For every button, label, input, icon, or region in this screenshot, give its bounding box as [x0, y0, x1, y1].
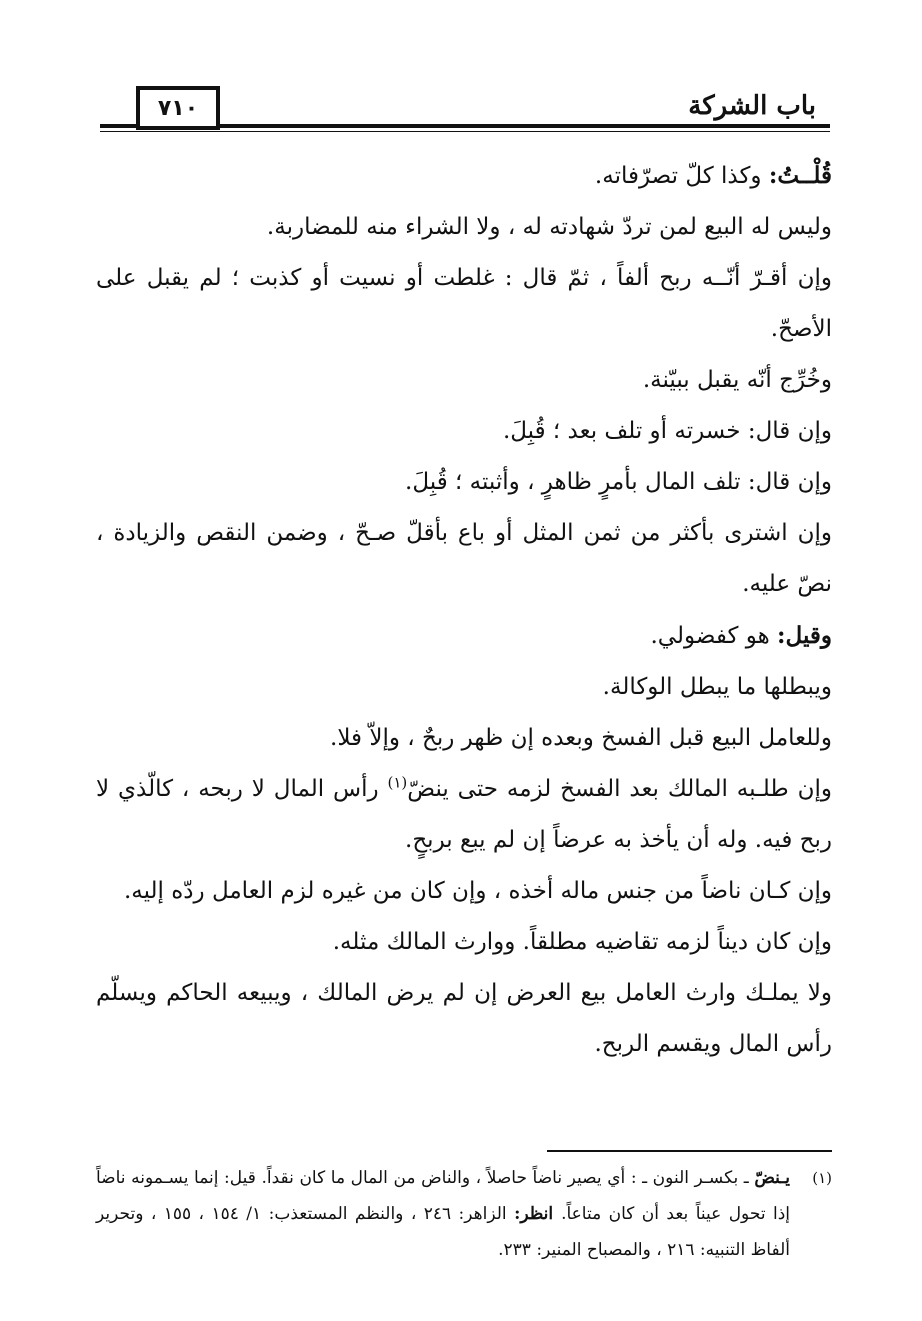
main-text: [96, 150, 832, 1070]
footnote-references: الزاهر: ٢٤٦ ، والنظم المستعذب: ١/ ١٥٤ ، ١٥٥ ، وتحرير ألفاظ التنبيه: ٢١٦ ، والمصباح المنير: ٢٣٣.: [96, 1204, 790, 1260]
paragraph-lead: وقيل:: [777, 622, 832, 649]
footnote-reference[interactable]: (١): [387, 773, 408, 792]
page-header: [100, 86, 830, 136]
footnote-separator: [547, 1150, 832, 1152]
paragraph-lead: قُلْــتُ:: [768, 162, 832, 189]
footnote-reference-lead: انظر:: [514, 1204, 562, 1224]
footnote-marker: (١): [812, 1169, 832, 1187]
chapter-title: باب الشركة: [680, 90, 824, 122]
footnote-lead: يـنضّ: [754, 1168, 790, 1188]
footnote: [96, 1160, 832, 1268]
page-number: ٧١٠: [136, 86, 220, 130]
paragraph: [96, 764, 832, 866]
paragraph: وإن اشترى بأكثر من ثمن المثل أو باع بأقلّ صـحّ ، وضمن النقص والزيادة ، نصّ عليه.: [96, 520, 832, 597]
paragraph: وخُرِّج أنّه يقبل ببيّنة.: [642, 367, 832, 393]
paragraph: وإن كان ديناً لزمه تقاضيه مطلقاً. ووارث المالك مثله.: [332, 929, 832, 955]
paragraph: [96, 150, 832, 202]
paragraph: وإن قال: خسرته أو تلف بعد ؛ قُبِلَ.: [502, 418, 832, 444]
paragraph-text: وإن طلـبه المالك بعد الفسخ لزمه حتى ينضّ: [407, 776, 832, 802]
paragraph-text: رأس المال لا ربحه ، كالّذي لا ربح فيه. وله أن يأخذ به عرضاً إن لم يبع بربحٍ.: [96, 776, 832, 853]
paragraph: ولا يملـك وارث العامل بيع العرض إن لم يرض المالك ، ويبيعه الحاكم ويسلّم رأس المال ويقسم الربح.: [96, 980, 832, 1057]
paragraph: وإن كـان ناضاً من جنس ماله أخذه ، وإن كان من غيره لزم العامل ردّه إليه.: [123, 878, 832, 904]
paragraph: وإن أقـرّ أنّــه ربح ألفاً ، ثمّ قال : غلطت أو نسيت أو كذبت ؛ لم يقبل على الأصحّ.: [96, 265, 832, 342]
footnotes: [96, 1160, 832, 1268]
paragraph: وليس له البيع لمن تردّ شهادته له ، ولا الشراء منه للمضاربة.: [266, 214, 832, 240]
paragraph-text: وكذا كلّ تصرّفاته.: [594, 163, 769, 189]
header-rule-thin: [100, 131, 830, 132]
paragraph: [96, 610, 832, 662]
footnote-text: ـ بكسـر النون ـ : أي يصير ناضاً حاصلاً ، والناض من المال ما كان نقداً. قيل: إنما يسـمونه ناضاً إذا تحول عيناً بعد أن كان متاعاً.: [96, 1168, 790, 1224]
paragraph: ويبطلها ما يبطل الوكالة.: [602, 674, 832, 700]
paragraph-text: هو كفضولي.: [650, 623, 778, 649]
paragraph: وللعامل البيع قبل الفسخ وبعده إن ظهر ربحٌ ، وإلاّ فلا.: [330, 725, 832, 751]
paragraph: وإن قال: تلف المال بأمرٍ ظاهرٍ ، وأثبته ؛ قُبِلَ.: [405, 469, 832, 495]
